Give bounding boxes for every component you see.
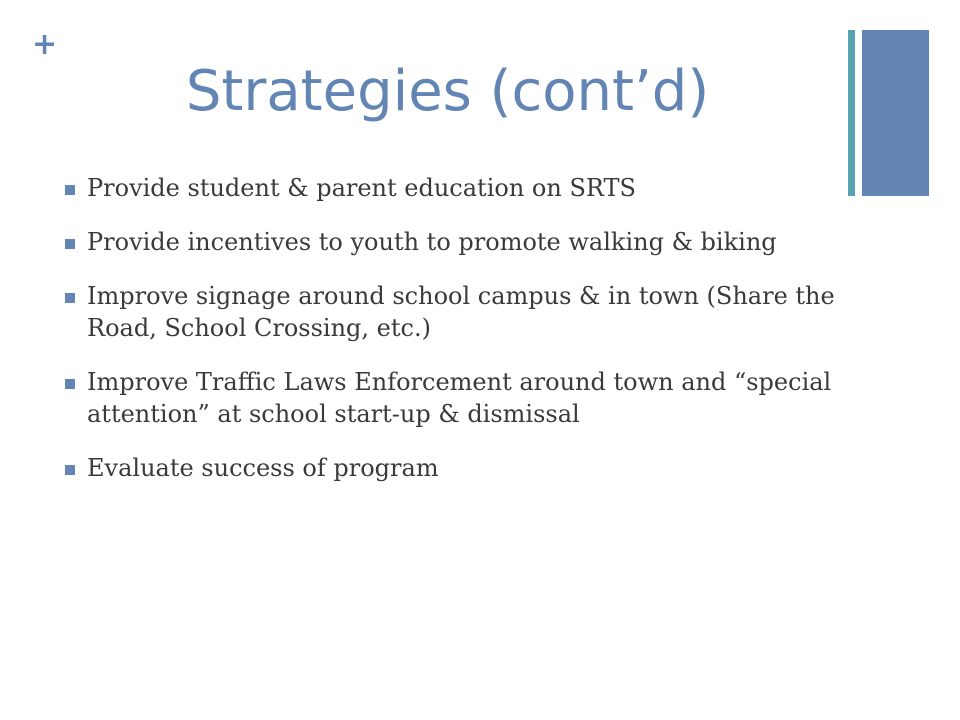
square-bullet-icon bbox=[65, 379, 75, 389]
bullet-text: Evaluate success of program bbox=[87, 454, 439, 482]
square-bullet-icon bbox=[65, 293, 75, 303]
bullet-item bbox=[65, 366, 845, 430]
bullet-text: Improve Traffic Laws Enforcement around town and “special attention” at school start-up & dismissal bbox=[87, 368, 832, 428]
bullet-item bbox=[65, 452, 845, 484]
slide-title: Strategies (cont’d) bbox=[185, 59, 710, 124]
bullet-list bbox=[65, 172, 845, 506]
square-bullet-icon bbox=[65, 239, 75, 249]
plus-icon: + bbox=[32, 27, 58, 62]
bullet-text: Provide student & parent education on SRTS bbox=[87, 174, 636, 202]
bullet-item bbox=[65, 226, 845, 258]
square-bullet-icon bbox=[65, 465, 75, 475]
bullet-item bbox=[65, 280, 845, 344]
bullet-text: Improve signage around school campus & in town (Share the Road, School Crossing, etc.) bbox=[87, 282, 835, 342]
bullet-item bbox=[65, 172, 845, 204]
bullet-text: Provide incentives to youth to promote walking & biking bbox=[87, 228, 777, 256]
square-bullet-icon bbox=[65, 185, 75, 195]
